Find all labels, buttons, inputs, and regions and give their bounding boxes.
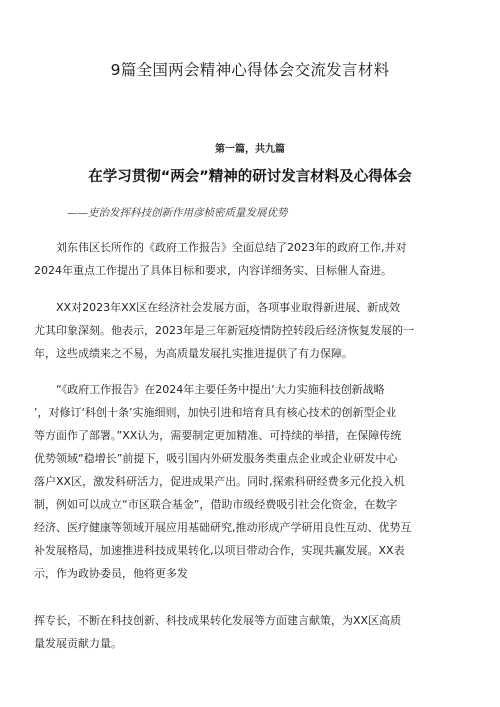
paragraph-line: ’，对修订‘科创十条’实施细则，加快引进和培育具有核心技术的创新型企业 [34,406,397,419]
article-subtitle: ——吏治发挥科技创新作用彦桢密质量发展优势 [67,207,288,219]
article-title: 在学习贯彻“两会”精神的研讨发言材料及心得体会 [88,169,412,185]
paragraph-line: XX对2023年XX区在经济社会发展方面，各项事业取得新进展、新成效 [34,301,401,314]
paragraph-1 [34,236,466,282]
paragraph-line: 年，这些成绩来之不易，为高质量发展扎实推进提供了有力保障。 [34,347,353,360]
paragraph-line: 示，作为政协委员，他将更多发 [34,567,188,580]
paragraph-line: 刘东伟区长所作的《政府工作报告》全面总结了2023年的政府工作,并对 [34,241,407,254]
paragraph-line: 补发展格局，加速推进科技成果转化,以项目带动合作，实现共赢发展。XX表 [34,544,405,557]
paragraph-line: 落户XX区，激发科研活力，促进成果产出。同时,探索科研经费多元化投入机 [34,475,405,488]
paragraph-line: “《政府工作报告》在2024年主要任务中提出‘大力实施科技创新战略 [34,383,385,396]
paragraph-line: 尤其印象深刻。他表示，2023年是三年新冠疫情防控转段后经济恢复发展的一 [34,324,414,337]
paragraph-4 [34,609,466,655]
document-title: 9篇全国两会精神心得体会交流发言材料 [110,61,390,79]
paragraph-line: 经济、医疗健康等领域开展应用基础研究,推动形成产学研用良性互动、优势互 [34,521,412,534]
paragraph-line: 等方面作了部署。”XX认为，需要制定更加精准、可持续的举措，在保障传统 [34,429,402,442]
paragraph-line: 量发展贡献力量。 [34,637,122,650]
paragraph-line: 制，例如可以成立“市区联合基金”，借助市级经费吸引社会化资金，在数字 [34,498,398,511]
part-label: 第一篇，共九篇 [215,144,285,155]
paragraph-2 [34,296,466,365]
paragraph-line: 优势领域“稳增长”前提下，吸引国内外研发服务类重点企业或企业研发中心 [34,452,398,465]
paragraph-3 [34,378,466,585]
paragraph-line: 2024年重点工作提出了具体目标和要求，内容详细务实、目标催人奋进。 [34,264,392,277]
paragraph-line: 挥专长，不断在科技创新、科技成果转化发展等方面建言献策，为XX区高质 [34,614,402,627]
